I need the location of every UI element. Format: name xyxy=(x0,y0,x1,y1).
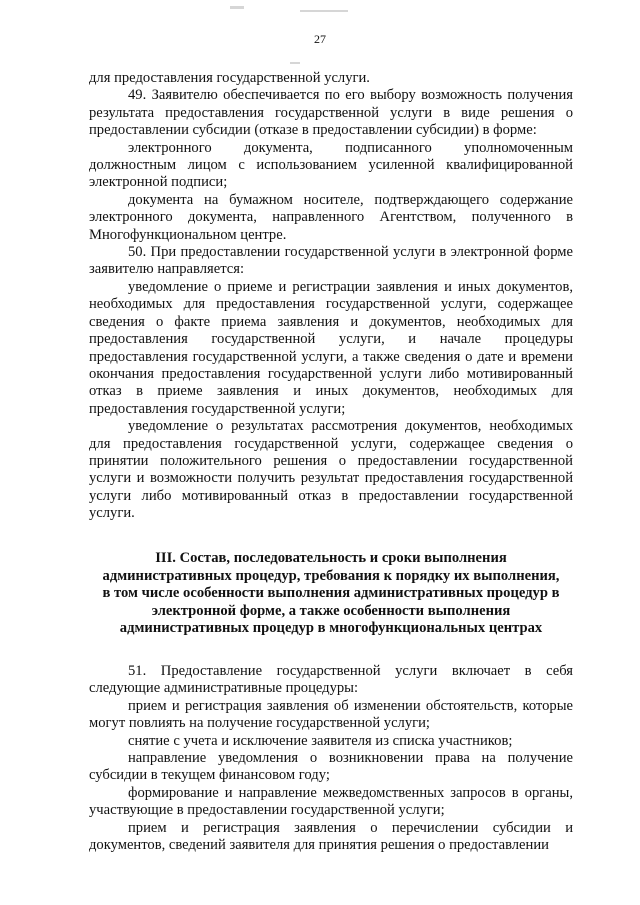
body-text-bottom xyxy=(89,663,573,854)
paragraph: 50. При предоставлении государственной услуги в электронной форме заявителю направляется: xyxy=(89,244,573,278)
heading-line: административных процедур в многофункциональных центрах xyxy=(119,620,543,637)
paragraph: уведомление о результатах рассмотрения документов, необходимых для предоставления государственной услуги, содержащее сведения о принятии положительного решения о предоставлении государственной услуги и возможности получить результат предоставления государственной услуги либо мотивированный отказ в предоставлении государственной услуги. xyxy=(89,418,573,522)
heading-line: в том числе особенности выполнения административных процедур в xyxy=(102,585,560,602)
paragraph: формирование и направление межведомственных запросов в органы, участвующие в предоставлении государственной услуги; xyxy=(89,784,573,819)
scan-artifact xyxy=(230,6,244,9)
paragraph: прием и регистрация заявления об изменении обстоятельств, которые могут повлиять на получение государственной услуги; xyxy=(89,697,573,732)
page-number: 27 xyxy=(314,32,326,46)
body-text-top xyxy=(89,70,573,523)
heading-line: административных процедур, требования к порядку их выполнения, xyxy=(102,567,560,584)
paragraph: 51. Предоставление государственной услуги включает в себя следующие административные процедуры: xyxy=(89,663,573,697)
paragraph: снятие с учета и исключение заявителя из списка участников; xyxy=(128,732,513,749)
paragraph: электронного документа, подписанного уполномоченным должностным лицом с использованием усиленной квалифицированной электронной подписи; xyxy=(89,139,573,191)
paragraph: 49. Заявителю обеспечивается по его выбору возможность получения результата предоставления государственной услуги в виде решения о предоставлении субсидии (отказе в предоставлении субсидии) в форме: xyxy=(89,87,573,139)
heading-line: III. Состав, последовательность и сроки выполнения xyxy=(155,550,507,566)
section-heading xyxy=(89,550,573,638)
paragraph: для предоставления государственной услуги. xyxy=(89,70,370,86)
scan-artifact xyxy=(300,10,348,12)
heading-line: электронной форме, а также особенности выполнения xyxy=(151,602,511,619)
paragraph: направление уведомления о возникновении права на получение субсидии в текущем финансовом году; xyxy=(89,750,573,784)
paragraph: уведомление о приеме и регистрации заявления и иных документов, необходимых для предоставления государственной услуги, содержащее сведения о факте приема заявления и документов, необходимых для предоставления государственной услуги, и начале процедуры предоставления государственной услуги, а также сведения о дате и времени окончания предоставления государственной услуги либо мотивированный отказ в приеме заявления и иных документов, необходимых для предоставления государственной услуги; xyxy=(89,278,573,417)
paragraph: прием и регистрация заявления о перечислении субсидии и документов, сведений заявителя для принятия решения о предоставлении xyxy=(89,819,573,854)
scan-artifact xyxy=(290,62,300,64)
paragraph: документа на бумажном носителе, подтверждающего содержание электронного документа, направленного Агентством, полученного в Многофункциональном центре. xyxy=(89,191,573,243)
